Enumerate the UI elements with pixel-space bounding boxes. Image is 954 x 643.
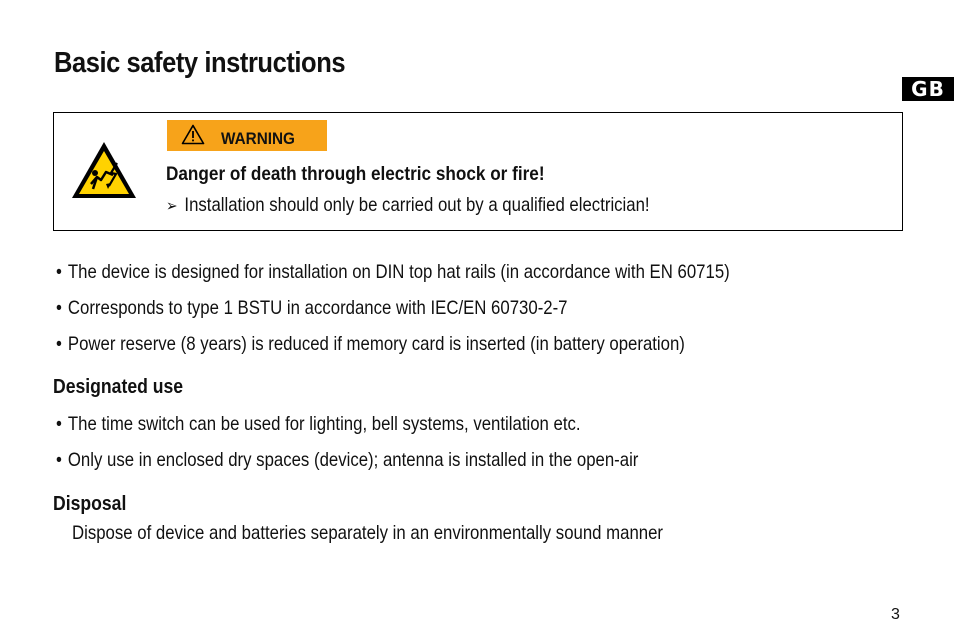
list-item-text: Only use in enclosed dry spaces (device); antenna is installed in the open-air xyxy=(67,449,639,471)
page-title: Basic safety instructions xyxy=(54,47,346,79)
warning-label-text: WARNING xyxy=(221,129,295,148)
designated-use-heading: Designated use xyxy=(53,376,184,398)
bullet-icon: • xyxy=(56,261,62,283)
bullet-icon: • xyxy=(56,449,62,471)
electric-shock-hazard-icon xyxy=(69,139,139,201)
list-item xyxy=(56,297,568,320)
warning-label xyxy=(167,120,327,151)
disposal-heading: Disposal xyxy=(53,493,127,515)
disposal-text: Dispose of device and batteries separately in an environmentally sound manner xyxy=(72,522,664,544)
bullet-icon: • xyxy=(56,333,62,355)
list-item-text: Corresponds to type 1 BSTU in accordance with IEC/EN 60730-2-7 xyxy=(67,297,568,319)
danger-text: Danger of death through electric shock or fire! xyxy=(166,163,545,185)
bullet-icon: • xyxy=(56,297,62,319)
instruction-text: Installation should only be carried out by a qualified electrician! xyxy=(184,194,650,216)
list-item xyxy=(56,333,685,356)
warning-box xyxy=(53,112,903,231)
page-number: 3 xyxy=(891,606,900,623)
list-item-text: Power reserve (8 years) is reduced if memory card is inserted (in battery operation) xyxy=(67,333,685,355)
list-item xyxy=(56,261,730,284)
list-item-text: The time switch can be used for lighting, bell systems, ventilation etc. xyxy=(67,413,581,435)
warning-triangle-icon xyxy=(181,124,205,145)
instruction-line xyxy=(166,194,650,217)
language-badge: GB xyxy=(902,77,954,101)
list-item xyxy=(56,413,581,436)
list-item-text: The device is designed for installation on DIN top hat rails (in accordance with EN 60715) xyxy=(67,261,730,283)
bullet-icon: • xyxy=(56,413,62,435)
list-item xyxy=(56,449,638,472)
arrow-right-icon: ➢ xyxy=(166,196,178,215)
